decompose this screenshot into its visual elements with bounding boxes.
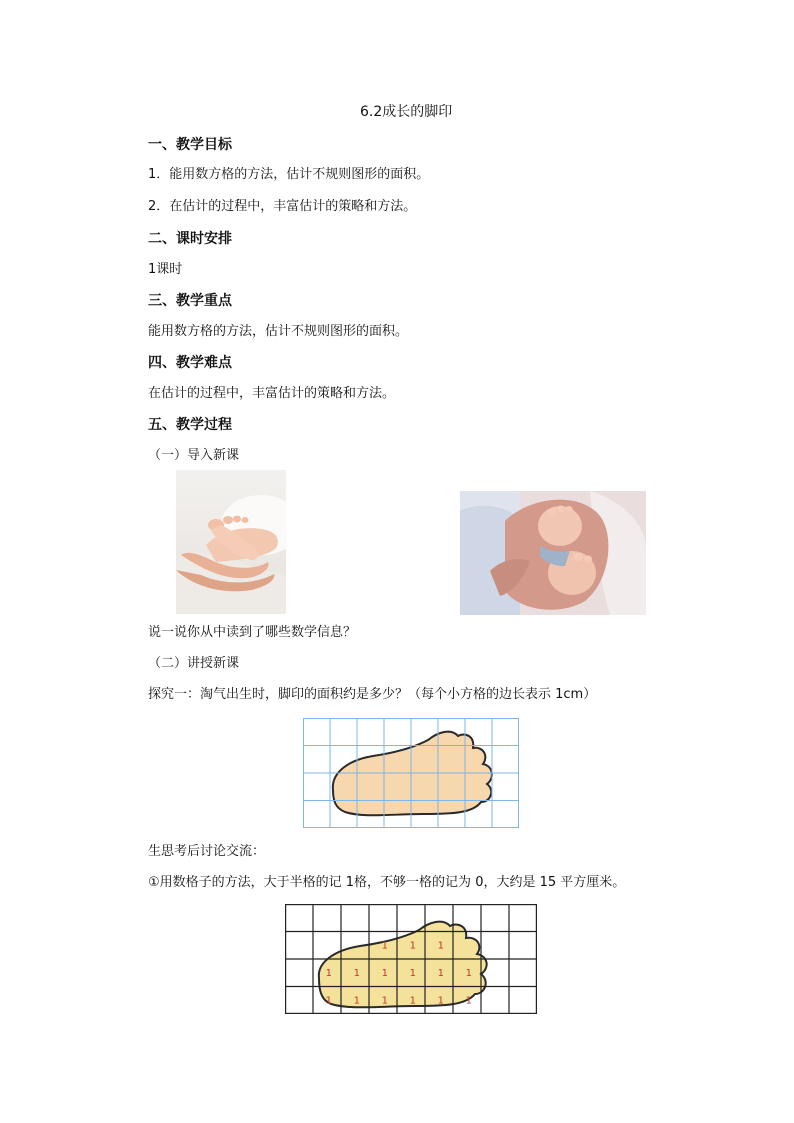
grid-count-mark: 1 [409,940,416,952]
grid-count-mark: 1 [437,995,444,1007]
grid-count-mark: 1 [437,968,444,980]
explore-1-text: 探究一：淘气出生时，脚印的面积约是多少？（每个小方格的边长表示 1cm） [148,687,597,702]
grid-count-mark: 1 [325,968,332,980]
heading-process: 五、教学过程 [148,417,232,433]
grid-count-mark: 1 [381,968,388,980]
subheading-intro: （一）导入新课 [148,448,240,463]
grid-count-mark: 1 [409,995,416,1007]
page-title: 6.2成长的脚印 [360,104,453,120]
baby-foot-photo-1 [176,470,286,614]
heading-objectives: 一、教学目标 [148,137,232,153]
grid-count-mark: 1 [437,940,444,952]
method-1-text: ①用数格子的方法，大于半格的记 1格，不够一格的记为 0，大约是 15 平方厘米。 [148,875,626,890]
heading-schedule: 二、课时安排 [148,231,232,247]
baby-foot-photo-2 [460,491,646,615]
heading-key-points: 三、教学重点 [148,293,232,309]
discuss-text: 生思考后讨论交流： [148,844,266,859]
grid-count-mark: 1 [353,995,360,1007]
grid-count-mark: 1 [353,968,360,980]
objective-item-2: 2．在估计的过程中，丰富估计的策略和方法。 [148,199,417,214]
difficulties-text: 在估计的过程中，丰富估计的策略和方法。 [148,386,396,401]
objective-item-1: 1．能用数方格的方法，估计不规则图形的面积。 [148,167,430,182]
key-points-text: 能用数方格的方法，估计不规则图形的面积。 [148,324,409,339]
counted-grid-figure [285,904,537,1014]
grid-count-mark: 1 [381,940,388,952]
grid-count-mark: 1 [409,968,416,980]
subheading-new-lesson: （二）讲授新课 [148,656,240,671]
grid-count-mark: 1 [465,995,472,1007]
grid-count-mark: 1 [465,968,472,980]
heading-difficulties: 四、教学难点 [148,355,232,371]
schedule-text: 1课时 [148,262,183,277]
footprint-grid-figure [303,718,519,828]
grid-count-mark: 1 [325,995,332,1007]
grid-count-mark: 1 [381,995,388,1007]
question-1: 说一说你从中读到了哪些数学信息？ [148,625,357,640]
